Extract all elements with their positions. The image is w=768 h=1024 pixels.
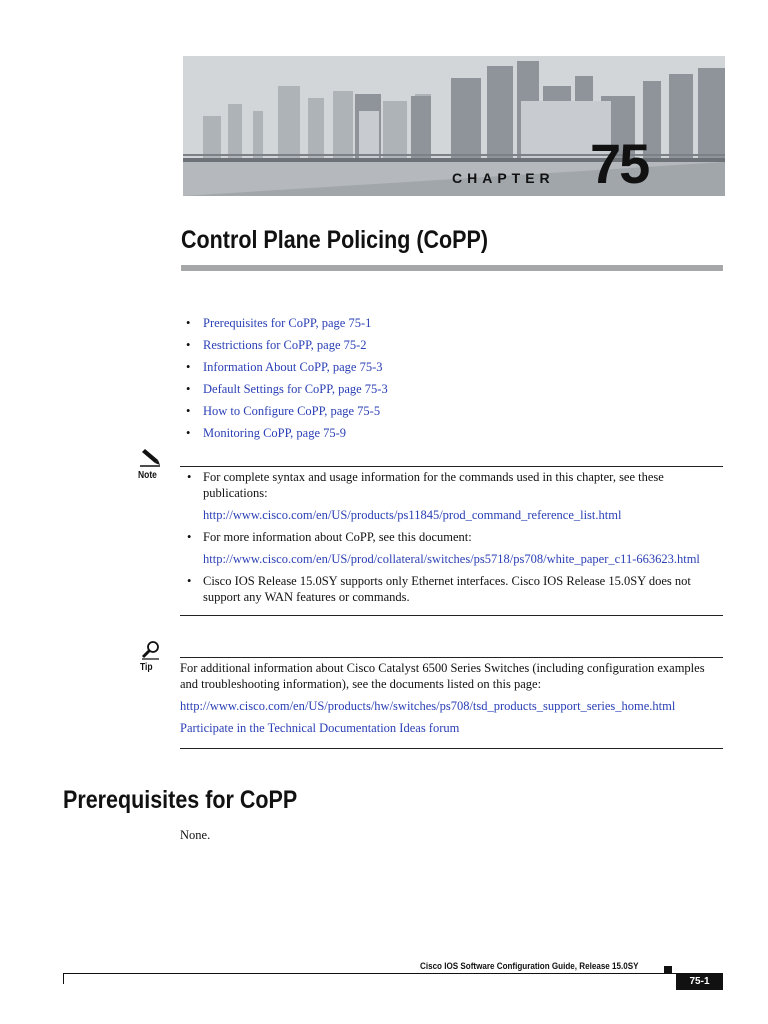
footer-guide-title: Cisco IOS Software Configuration Guide, Release 15.0SY xyxy=(420,961,639,972)
note-text: • Cisco IOS Release 15.0SY supports only Ethernet interfaces. Cisco IOS Release 15.0SY does not support any WAN features or commands. xyxy=(203,574,691,604)
toc-item[interactable] xyxy=(186,400,388,422)
note-bottom-rule xyxy=(180,615,723,616)
chapter-label: CHAPTER xyxy=(452,170,555,186)
documentation-forum-link[interactable]: Participate in the Technical Documentation Ideas forum xyxy=(180,721,460,735)
footer-rule xyxy=(63,973,723,974)
toc-link[interactable]: Prerequisites for CoPP, page 75-1 xyxy=(203,316,372,330)
toc-link[interactable]: How to Configure CoPP, page 75-5 xyxy=(203,404,381,418)
toc-item[interactable] xyxy=(186,312,388,334)
toc-link[interactable]: Restrictions for CoPP, page 75-2 xyxy=(203,338,367,352)
magnifier-icon xyxy=(141,640,161,660)
note-text: • For more information about CoPP, see this document: xyxy=(203,530,472,544)
footer-corner-tick xyxy=(63,973,64,984)
tip-label: Tip xyxy=(140,662,153,673)
toc-item[interactable] xyxy=(186,334,388,356)
section-heading: Prerequisites for CoPP xyxy=(63,786,298,814)
note-item xyxy=(187,469,722,523)
pencil-icon xyxy=(139,449,161,467)
toc-link[interactable]: Monitoring CoPP, page 75-9 xyxy=(203,426,347,440)
note-item xyxy=(187,573,722,605)
title-underline xyxy=(181,265,723,271)
toc-link[interactable]: Default Settings for CoPP, page 75-3 xyxy=(203,382,388,396)
note-top-rule xyxy=(180,466,723,467)
tip-text: For additional information about Cisco Catalyst 6500 Series Switches (including configuration examples and troubleshooting information), see the documents listed on this page: xyxy=(180,661,705,691)
chapter-number: 75 xyxy=(590,132,649,195)
white-paper-link[interactable]: http://www.cisco.com/en/US/prod/collateral/switches/ps5718/ps708/white_paper_c11-663623.html xyxy=(203,552,700,566)
note-label: Note xyxy=(138,470,157,481)
toc-item[interactable] xyxy=(186,422,388,444)
tip-body xyxy=(180,660,725,736)
tip-top-rule xyxy=(180,657,723,658)
tip-bottom-rule xyxy=(180,748,723,749)
page-title: Control Plane Policing (CoPP) xyxy=(181,226,488,254)
note-item xyxy=(187,529,722,567)
page-number: 75-1 xyxy=(676,974,723,990)
note-text: • For complete syntax and usage information for the commands used in this chapter, see these publications: xyxy=(203,470,664,500)
toc-item[interactable] xyxy=(186,356,388,378)
toc-item[interactable] xyxy=(186,378,388,400)
note-list xyxy=(187,469,722,605)
toc-link[interactable]: Information About CoPP, page 75-3 xyxy=(203,360,383,374)
section-body: None. xyxy=(180,828,211,842)
products-support-link[interactable]: http://www.cisco.com/en/US/products/hw/switches/ps708/tsd_products_support_series_home.html xyxy=(180,699,676,713)
chapter-toc xyxy=(186,312,388,444)
command-reference-link[interactable]: http://www.cisco.com/en/US/products/ps11845/prod_command_reference_list.html xyxy=(203,508,622,522)
